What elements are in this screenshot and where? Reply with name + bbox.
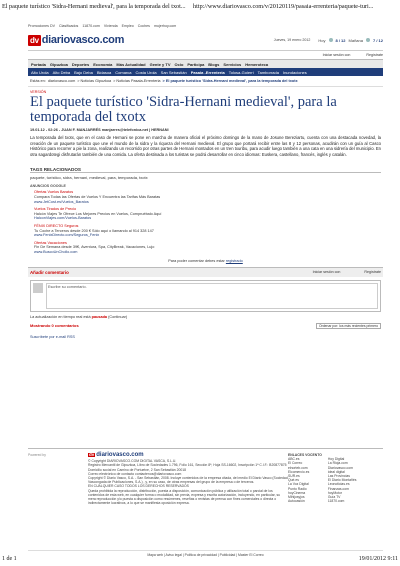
rain-icon [366, 38, 370, 42]
nav-item[interactable]: Participa [187, 61, 205, 67]
footer-bottom-links[interactable]: Mapa web | Aviso legal | Política de privacidad | Publicidad | Master El Correo [28, 550, 383, 557]
footer-link[interactable]: SUR.es [288, 474, 300, 479]
footer-col-2 [328, 453, 357, 505]
nav-item[interactable]: Blogs [208, 61, 220, 67]
topbar-link[interactable]: Coches [137, 24, 150, 28]
cloud-icon [329, 38, 333, 42]
ads-heading: ANUNCIOS GOOGLE [30, 184, 66, 189]
subnav-item[interactable]: Comarca [115, 69, 132, 75]
ad-item[interactable] [34, 224, 377, 238]
date: Jueves, 19 enero 2012 [273, 38, 311, 42]
realtime-text: La actualización en tiempo real está [30, 314, 91, 319]
breadcrumb-item[interactable]: diariovasco.com [47, 79, 76, 83]
main-nav [28, 59, 383, 68]
footer-link[interactable]: Hoy Digital [327, 457, 345, 462]
nav-item[interactable]: Más Actualidad [116, 61, 146, 67]
comment-login-link[interactable]: Iniciar sesión con [312, 270, 341, 274]
ad-url[interactable]: www.FenixDirecto.com/Seguros_Fenix [34, 233, 100, 238]
brand-row [28, 30, 383, 51]
footer-link[interactable]: Mihijosyjos [288, 495, 305, 500]
avatar [33, 283, 43, 293]
comment-register-link[interactable]: Regístrate [364, 270, 381, 274]
comment-box [30, 280, 381, 312]
print-page: 1 de 1 [2, 556, 17, 562]
breadcrumb-item[interactable]: > Noticias Gipuzkoa [77, 79, 112, 83]
subnav-item[interactable]: Costa Urola [135, 69, 157, 75]
tags-heading: TAGS RELACIONADOS [30, 167, 381, 173]
comment-input[interactable]: Escribe su comentario. [46, 283, 378, 309]
footer-link[interactable]: La Rioja.com [327, 461, 348, 466]
weather-label-today: Hoy [318, 37, 326, 43]
topbar-link[interactable]: Promociones DV [28, 24, 55, 28]
nav-item[interactable]: Portada [31, 61, 46, 67]
breadcrumb-current: > El paquete turístico 'Sidra-Hernani medieval', para la temporada del txotx [162, 79, 298, 83]
weather-label-tomorrow: Mañana [348, 37, 363, 43]
footer-link[interactable]: Finanzas.com [327, 486, 349, 491]
logo-text: diariovasco.com [41, 34, 125, 46]
sort-select[interactable]: Ordenar por: los más recientes primero [316, 323, 381, 329]
login-row [28, 51, 383, 59]
register-link[interactable]: registrado [225, 258, 243, 263]
footer-legal [88, 453, 288, 505]
comment-auth [313, 270, 381, 274]
ad-title[interactable]: Ofertas Vacaciones [34, 240, 67, 245]
ad-desc: Halcón Viajes Te Ofrece Los Mejores Precios en Vuelos, Compruébalo Aquí [34, 211, 162, 216]
page-title: El paquete turístico 'Sidra-Hernani medieval', para la temporada del txotx [30, 94, 337, 125]
ad-desc: Compara Todas las Ofertas de Vuelos Y Encuentra las Tarifas Más Baratas [34, 194, 161, 199]
footer-link[interactable]: La Voz Digital [288, 482, 309, 487]
weather-today: 8 / 12 [335, 37, 346, 43]
realtime-state: pausada [91, 314, 108, 319]
footer-line: Registro Mercantil de Gipuzkoa, Libro de Sociedades 1.796, Folio 161, Sección 8ª, Hoja SS-16602, Inscripción 1ª C.I.F.: B20877875 [88, 463, 287, 468]
comment-notice [28, 259, 383, 263]
subnav-item[interactable]: Inundaciones [282, 69, 307, 75]
footer-link[interactable]: Guía TV [327, 495, 341, 500]
ad-item[interactable] [34, 190, 377, 204]
footer [28, 448, 383, 505]
topbar-link[interactable]: Vivienda [103, 24, 118, 28]
comments-toolbar [30, 323, 381, 329]
footer-link[interactable]: Elcomercio.es [288, 469, 310, 474]
footer-logo-text: diariovasco.com [96, 452, 144, 458]
ad-desc: Fin De Semana desde 39€, Aventura, Spa, CityBreak, Vacaciones, Lujo [34, 245, 155, 250]
print-url: http://www.diariovasco.com/v/20120119/pasaia-errenteria/paquete-turi... [193, 3, 374, 10]
ad-url[interactable]: www.BuscoUnChollo.com [34, 249, 78, 254]
logo-mark: dv [30, 35, 39, 45]
nav-item[interactable]: Economía [93, 61, 113, 67]
footer-link[interactable]: ABC.es [288, 457, 300, 462]
nav-item[interactable]: Ocio [174, 61, 184, 67]
subnav-item[interactable]: Bidasoa [96, 69, 112, 75]
footer-line: Domicilio social en Camino de Portuetxe, 2 San Sebastián 20018 [88, 467, 187, 472]
footer-link[interactable]: Diariovasco.com [327, 465, 353, 470]
print-datetime: 19/01/2012 9:11 [358, 556, 398, 562]
powered-by: Powered by [28, 453, 46, 457]
topbar-links [28, 24, 179, 28]
footer-link[interactable]: Leonoticias.es [327, 482, 350, 487]
footer-link[interactable]: elnorteb.com [288, 465, 308, 470]
ad-desc: Tu Coche a Terceros desde 200 € Sólo aquí o llamando al 914 328 147 [34, 228, 154, 233]
site-logo[interactable] [28, 34, 124, 46]
byline: 19.01.12 - 02:26 - JUAN F. MANJARRÉS manjarres@telefonica.net | HERNANI [30, 128, 169, 132]
footer-link[interactable]: Las Provincias [327, 474, 350, 479]
footer-logo[interactable] [88, 453, 288, 457]
nav-item[interactable]: Gipuzkoa [49, 61, 68, 67]
footer-line: © Copyright DIARIOVASCO.COM DIGITAL VASCA, S.L.U. [88, 459, 177, 464]
footer-link[interactable]: Autocasión [288, 499, 305, 504]
subnav-item[interactable]: Tamborrada [257, 69, 279, 75]
footer-line: Queda prohibida la reproducción, distribución, puesta a disposición, comunicación pública y utilización total o parcial de los contenidos de esta web, en cualquier forma o modalidad, sin previa, expresa y escrita autorización, incluyendo, en particular, su mera reproducción y/o puesta a disposición como resúmenes, reseñas o revistas de prensa con fines comerciales o directa o indirectamente lucrativos, a lo que se manifiesta oposición expresa. [88, 488, 281, 506]
comments-count: Mostrando 0 comentarios [30, 323, 79, 328]
subnav-item[interactable]: Tolosa-Goierri [228, 69, 254, 75]
nav-item[interactable]: Hemeroteca [245, 61, 269, 67]
footer-link[interactable]: hoyCinema [288, 490, 306, 495]
tags-list[interactable]: paquete, turístico, sidra, hernani, medieval, para, temporada, txotx [30, 175, 148, 181]
subscribe-links[interactable]: Suscríbete por e-mail RSS [30, 334, 75, 339]
topbar-link[interactable]: mujerhoy.com [153, 24, 177, 28]
ad-url[interactable]: HalconViajes.com/Vuelos-Baratos [34, 216, 92, 221]
footer-link[interactable]: Punto Radio [288, 486, 307, 491]
topbar [28, 22, 383, 30]
subnav-item[interactable]: Alto Deba [52, 69, 71, 75]
ad-title[interactable]: Ofertas Vuelos Baratos [34, 190, 74, 195]
comment-notice-text: Para poder comentar debes estar [168, 258, 225, 263]
subnav-item-active[interactable]: Pasaia -Errenteria [190, 69, 225, 75]
footer-col-heading: ENLACES VOCENTO [288, 453, 322, 457]
footer-link[interactable]: 11870.com [327, 499, 345, 504]
weather [318, 38, 383, 43]
nav-item[interactable]: Servicios [223, 61, 242, 67]
nav-item[interactable]: Gente y TV [149, 61, 171, 67]
ad-title[interactable]: FÉNIX DIRECTO Seguros [34, 223, 79, 228]
breadcrumb-item[interactable]: > Noticias Pasaia-Errenteria [113, 79, 161, 83]
ad-item[interactable] [34, 241, 377, 255]
login-link[interactable]: Iniciar sesión con [322, 53, 351, 57]
subnav-item[interactable]: Bajo Deba [74, 69, 93, 75]
comment-title: Añadir comentario [30, 269, 69, 275]
page [28, 22, 383, 557]
topbar-link[interactable]: 11870.com [82, 24, 100, 28]
ad-item[interactable] [34, 207, 377, 221]
nav-item[interactable]: Deportes [71, 61, 90, 67]
footer-line: Copyright © Diario Vasco, S.A. - San Sebastián, 2008. Incluye contenidos de la empresa citada, del medio El Diario Vasco (Sociedad Vascongada de Publicaciones, S.A.) , y, en su caso, de otras empresas del grupo de la empresa o de terceros. [88, 476, 288, 485]
section-tag: VERSIÓN [30, 90, 47, 94]
realtime-status [30, 315, 381, 319]
footer-links [288, 453, 383, 505]
sub-nav [28, 68, 383, 76]
continue-link[interactable]: (Continuar) [108, 314, 128, 319]
footer-link[interactable]: Qué.es [288, 478, 299, 483]
footer-logo-mark: dv [89, 452, 95, 457]
breadcrumb-label: Estás en: [30, 79, 46, 83]
subnav-item[interactable]: San Sebastián [160, 69, 187, 75]
print-header [0, 0, 400, 17]
footer-col-1 [288, 453, 322, 505]
footer-line: EN CUALQUIER CASO TODOS LOS DERECHOS RESERVADOS [88, 484, 189, 489]
register-link[interactable]: Regístrate [366, 53, 383, 57]
comment-header [28, 267, 383, 277]
ad-title[interactable]: Vuelos Tirados de Precio [34, 207, 77, 212]
ad-url[interactable]: www.JetCost.es/Vuelos_Baratos [34, 199, 89, 204]
print-footer [2, 556, 398, 562]
weather-tomorrow: 7 / 12 [372, 37, 383, 43]
subnav-item[interactable]: Alto Urola [31, 69, 49, 75]
footer-link[interactable]: hoyMotor [327, 490, 342, 495]
footer-link[interactable]: ideal digital [327, 469, 345, 474]
footer-link[interactable]: El Diario Montañés [327, 478, 357, 483]
topbar-link[interactable]: Empleo [121, 24, 134, 28]
topbar-link[interactable]: Clasificados [58, 24, 79, 28]
breadcrumb [28, 76, 383, 87]
article-body: La temporada del txotx, que en el caso de Hernani se pone en marcha de manera oficial el próximo domingo de la mano de Josune Bereziartu, cuenta con una destacada novedad, la creación de un paquete turístico que une el mundo de la sidra y la riqueza del Hernani medieval. El grupo que portará recibir entre las 8 y 12 personas, acudirán con un guía al Casco Histórico para recorrer a pie la zona, realizando un recorrido por otras partes de Hernani montados en un tren txuribu, para acudir luego también a una cata en una sidrería del municipio. En otra sagardotegi disfrutarán también de una comida. La oferta destinada a los turistas se podrá desarrollar en cinco idiomas: Euskera, castellano, francés, inglés y catalán. [30, 135, 381, 157]
print-title: El paquete turístico 'Sidra-Hernani medieval', para la temporada del txot... [2, 3, 186, 10]
footer-line: Correo electrónico de contacto contactenos@diariovasco.com [88, 471, 182, 476]
footer-link[interactable]: El Correo [288, 461, 303, 466]
